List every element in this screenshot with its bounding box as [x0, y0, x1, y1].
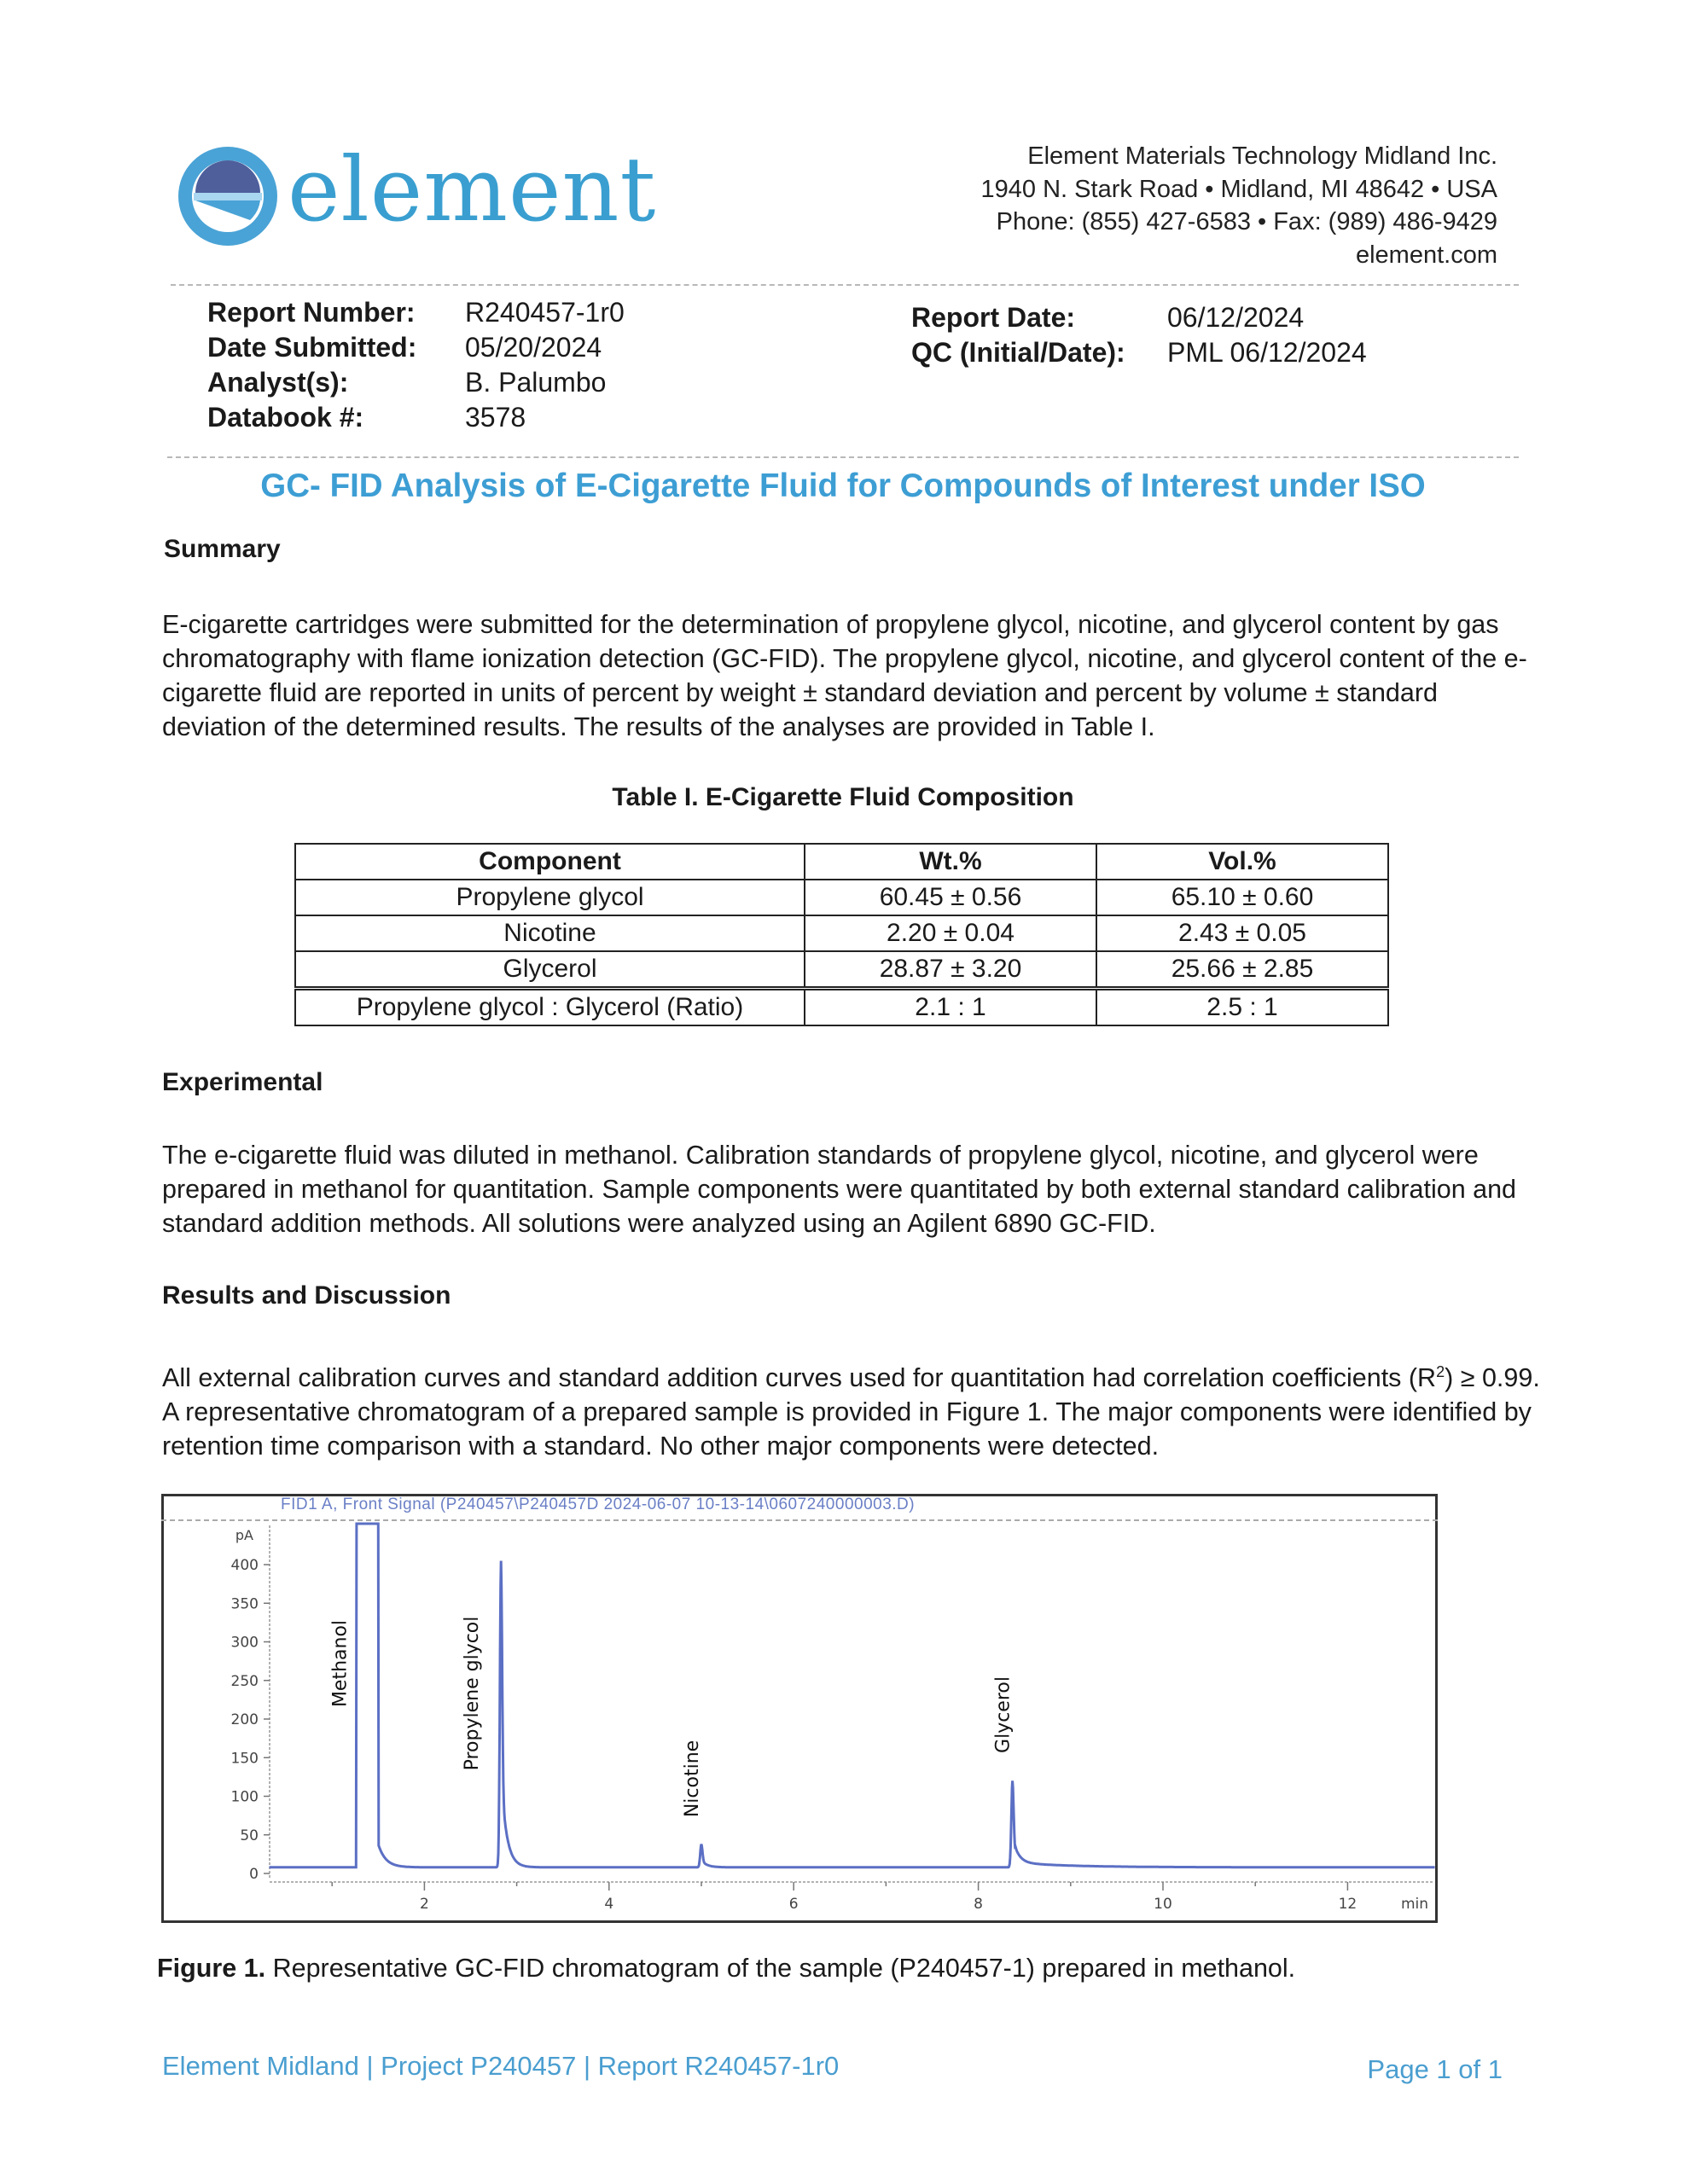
meta-row-databook: Databook #: 3578 [207, 402, 526, 433]
x-tick-label: 8 [974, 1896, 984, 1913]
y-tick-label: 300 [230, 1634, 259, 1652]
chromatogram-signal-header [161, 1494, 1438, 1521]
meta-divider [167, 456, 1519, 458]
meta-row-analyst: Analyst(s): B. Palumbo [207, 367, 607, 398]
cell-component: Propylene glycol [295, 880, 805, 915]
results-paragraph: All external calibration curves and standard addition curves used for quantitation had correlation coefficients $(R^2) \ge 0.99$. A representative chromatogram of a prepared sample is provided in Figure 1. The major components were identified by retention time comparison with a standard. No other major components were detected. [162, 1363, 1540, 1461]
column-header-component: Component [295, 844, 805, 880]
page-number: Page 1 of 1 [1367, 2054, 1503, 2084]
figure-caption: Figure 1. Representative GC-FID chromatogram of the sample (P240457-1) prepared in methanol. [157, 1954, 1296, 1983]
y-axis-ticks [231, 1557, 270, 1883]
peak-label: Nicotine [682, 1740, 703, 1818]
x-tick-label: 4 [604, 1896, 614, 1913]
y-tick-label: 250 [230, 1672, 259, 1690]
results-heading: Results and Discussion [162, 1281, 451, 1310]
cell-wt: 60.45 ± 0.56 [805, 880, 1096, 915]
peak-label: Glycerol [992, 1676, 1015, 1753]
peak-labels [329, 1617, 1014, 1818]
meta-row-date-submitted: Date Submitted: 05/20/2024 [207, 332, 602, 363]
cell-wt: 2.1 : 1 [805, 989, 1096, 1026]
cell-vol: 2.43 ± 0.05 [1096, 915, 1388, 951]
x-axis-unit: min [1400, 1896, 1428, 1913]
peak-label: Propylene glycol [462, 1616, 484, 1771]
y-tick-label: 0 [249, 1866, 259, 1883]
composition-table [294, 843, 1389, 1026]
logo-wordmark: element [288, 137, 657, 241]
table-row [295, 880, 1388, 915]
company-name: Element Materials Technology Midland Inc. [1027, 142, 1497, 170]
y-tick-label: 50 [240, 1827, 259, 1844]
y-tick-label: 400 [230, 1557, 259, 1574]
cell-wt: 2.20 ± 0.04 [805, 915, 1096, 951]
y-tick-label: 150 [230, 1750, 259, 1768]
experimental-paragraph: The e-cigarette fluid was diluted in methanol. Calibration standards of propylene glycol, nicotine, and glycerol were prepared in methanol for quantitation. Sample components were quantitated by both external standard calibration and standard addition methods. All solutions were analyzed using an Agilent 6890 GC-FID. [162, 1141, 1517, 1238]
cell-vol: 25.66 ± 2.85 [1096, 951, 1388, 989]
x-tick-label: 2 [419, 1896, 429, 1913]
meta-row-report-number: Report Number: R240457-1r0 [207, 297, 625, 328]
x-tick-label: 6 [788, 1896, 799, 1913]
meta-row-qc: QC (Initial/Date): PML 06/12/2024 [911, 337, 1367, 368]
cell-component: Glycerol [295, 951, 805, 989]
table-title: Table I. E-Cigarette Fluid Composition [612, 783, 1074, 811]
summary-heading: Summary [164, 535, 281, 563]
header-divider [171, 284, 1519, 286]
y-tick-label: 100 [230, 1788, 259, 1806]
x-axis-ticks [332, 1882, 1438, 1913]
chromatogram-trace [270, 1524, 1435, 1867]
table-row [295, 915, 1388, 951]
cell-vol: 65.10 ± 0.60 [1096, 880, 1388, 915]
element-logo [175, 137, 657, 250]
street-address: 1940 N. Stark Road • Midland, MI 48642 • USA [980, 175, 1497, 203]
cell-component: Propylene glycol : Glycerol (Ratio) [295, 989, 805, 1026]
column-header-wt: Wt.% [805, 844, 1096, 880]
meta-row-report-date: Report Date: 06/12/2024 [911, 302, 1305, 333]
summary-paragraph: E-cigarette cartridges were submitted for the determination of propylene glycol, nicotine, and glycerol content by gas chromatography with flame ionization detection (GC-FID). The propylene glycol, nicotine, and glycerol content of the e-cigarette fluid are reported in units of percent by weight ± standard deviation and percent by volume ± standard deviation of the determined results. The results of the analyses are provided in Table I. [162, 610, 1527, 741]
cell-vol: 2.5 : 1 [1096, 989, 1388, 1026]
y-axis-unit: pA [235, 1527, 253, 1543]
y-tick-label: 200 [230, 1711, 259, 1728]
table-row [295, 951, 1388, 989]
column-header-vol: Vol.% [1096, 844, 1388, 880]
phone-fax: Phone: (855) 427-6583 • Fax: (989) 486-9429 [996, 208, 1497, 235]
chromatogram-chart [161, 1521, 1438, 1922]
footer-project-info: Element Midland | Project P240457 | Report R240457-1r0 [162, 2051, 840, 2081]
company-address-block [981, 140, 1497, 271]
experimental-heading: Experimental [162, 1068, 323, 1096]
table-header-row [295, 844, 1388, 880]
element-logo-icon [175, 143, 282, 250]
x-tick-label: 10 [1154, 1896, 1172, 1913]
x-tick-label: 12 [1338, 1896, 1358, 1913]
table-row-ratio [295, 989, 1388, 1026]
cell-wt: 28.87 ± 3.20 [805, 951, 1096, 989]
document-title: GC- FID Analysis of E-Cigarette Fluid for Compounds of Interest under ISO [260, 468, 1426, 504]
peak-label: Methanol [329, 1619, 352, 1708]
website-link[interactable]: element.com [1355, 241, 1497, 269]
report-meta-right [911, 300, 1367, 370]
cell-component: Nicotine [295, 915, 805, 951]
y-tick-label: 350 [230, 1595, 259, 1613]
report-meta-left [207, 295, 625, 435]
signal-header-text: FID1 A, Front Signal (P240457\P240457D 2024-06-07 10-13-14\0607240000003.D) [281, 1496, 916, 1513]
